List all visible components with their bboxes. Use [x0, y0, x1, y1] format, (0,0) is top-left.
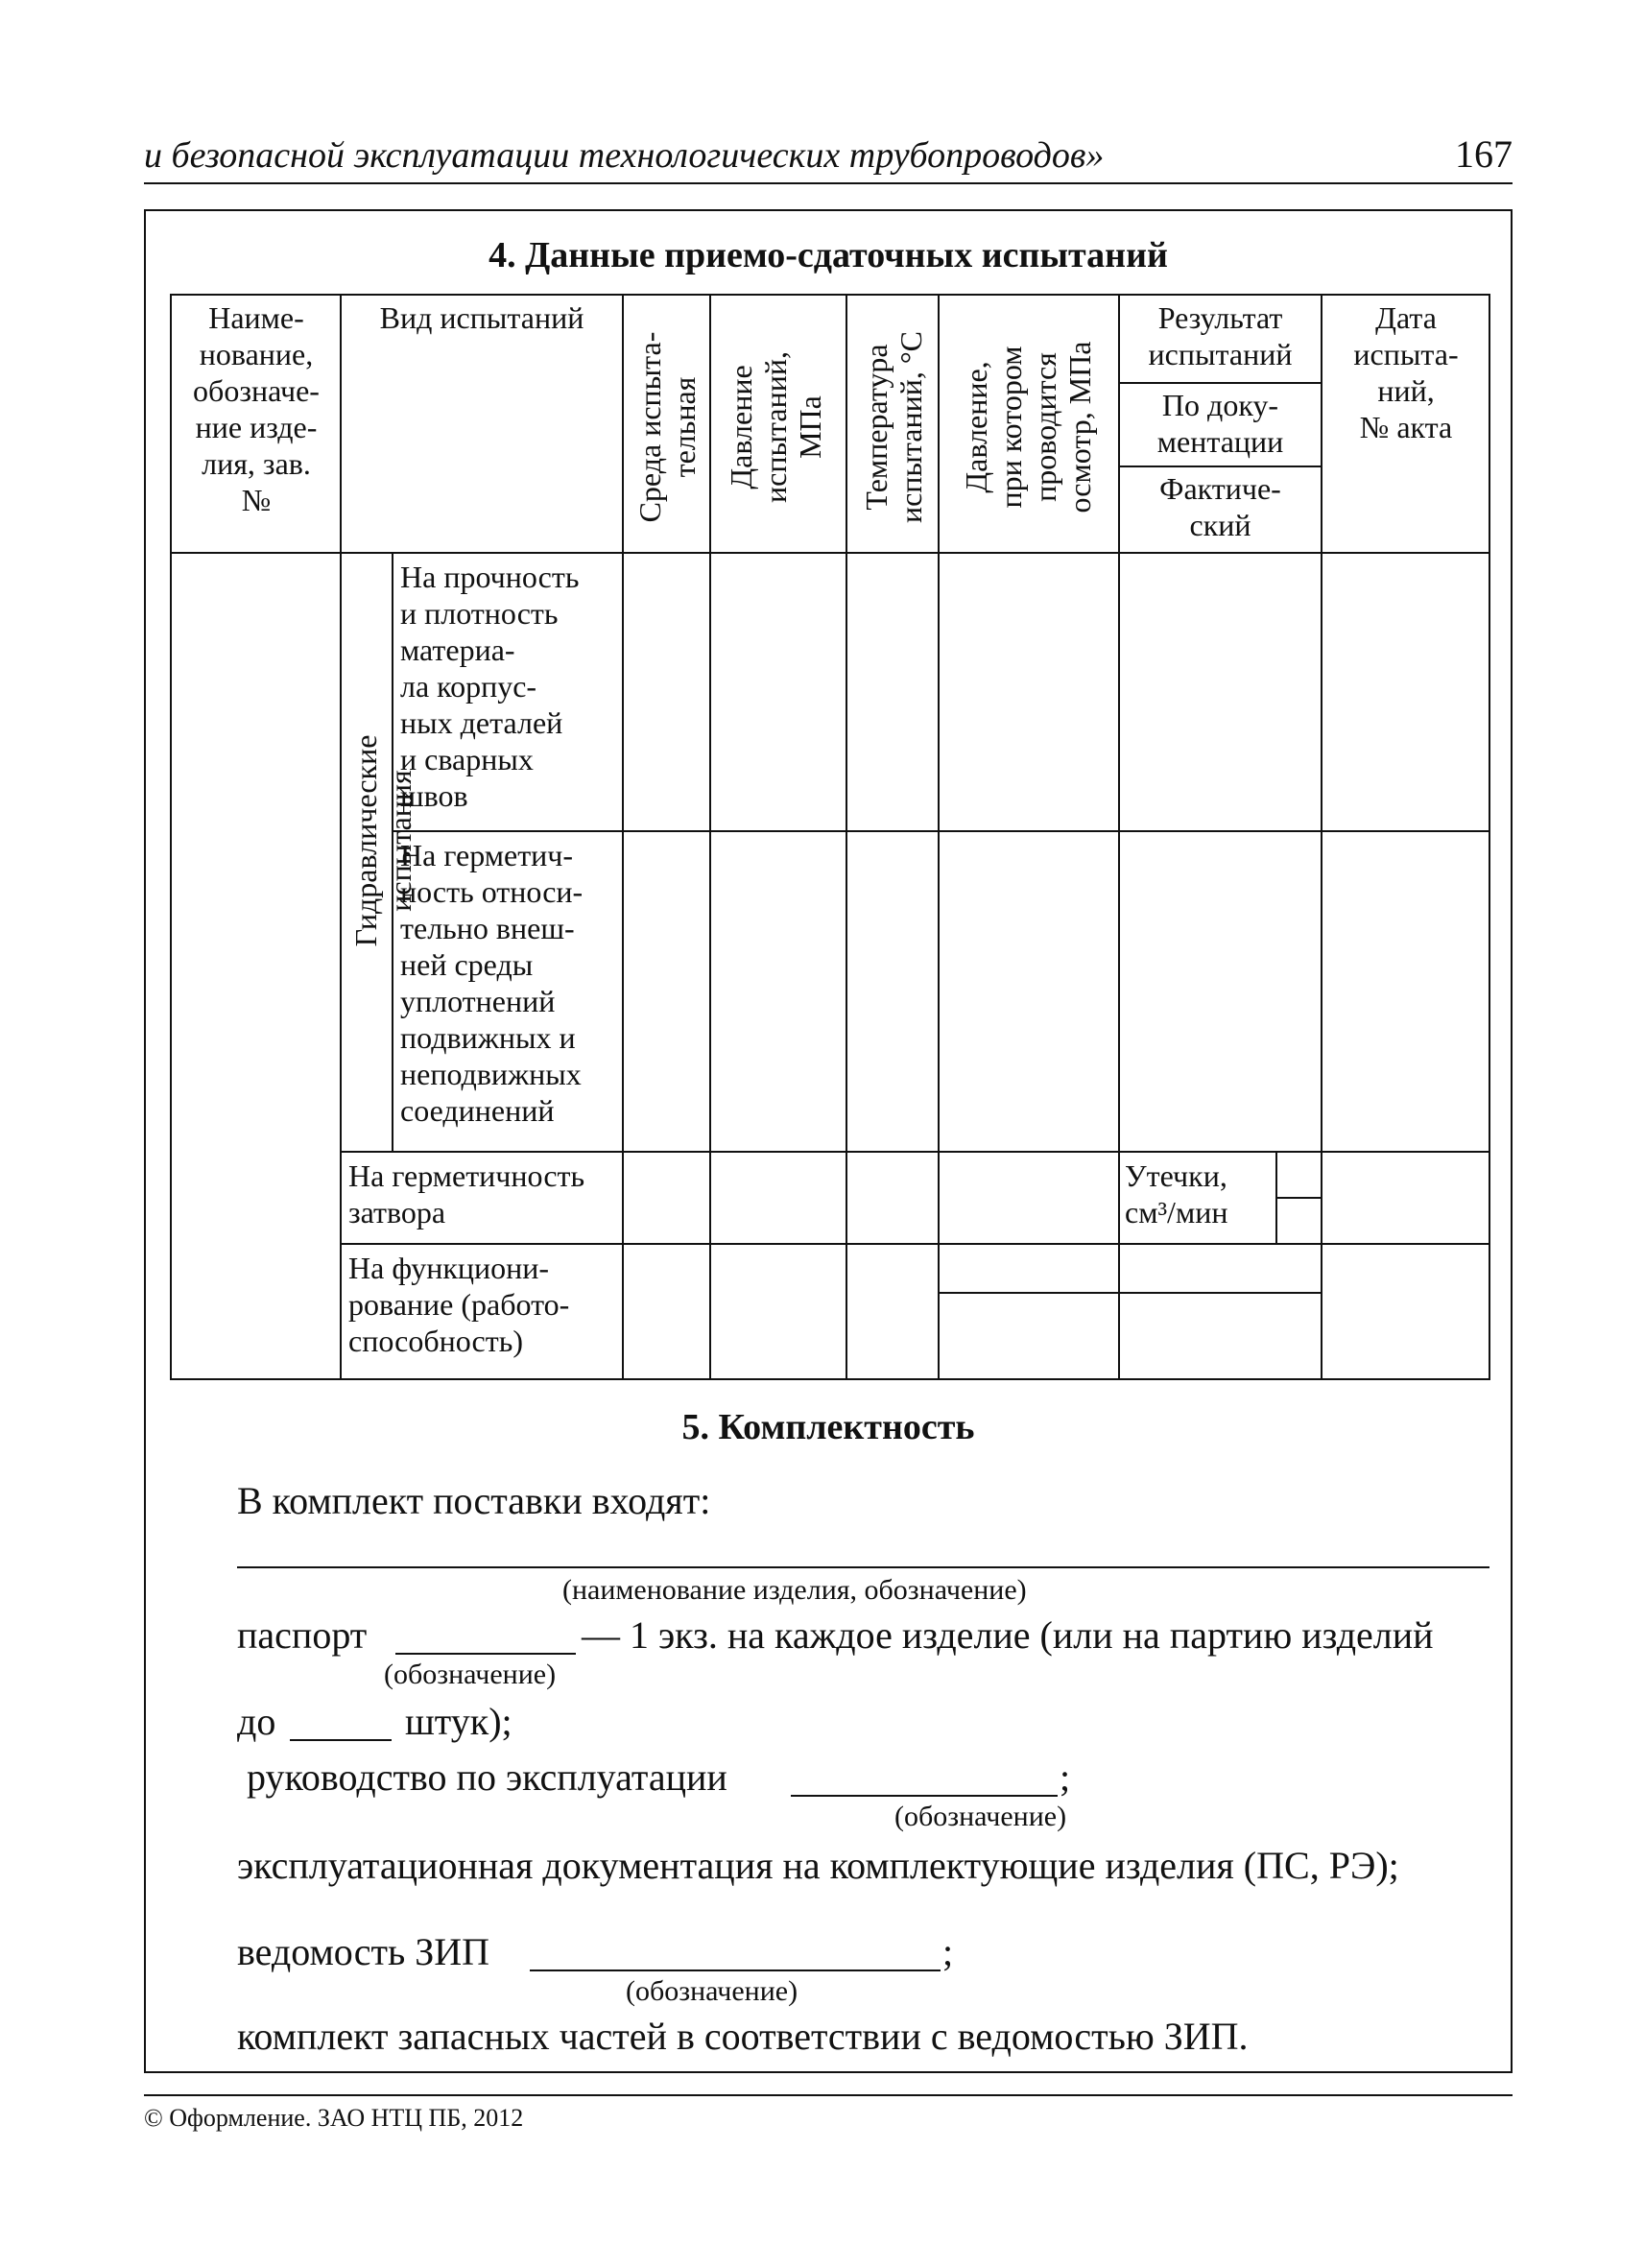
- product-blank-line: [237, 1566, 1489, 1568]
- section-4-title: 4. Данные приемо-сдаточных испытаний: [488, 235, 1168, 275]
- manual-label: руководство по эксплуатации: [247, 1755, 727, 1799]
- supply-intro: В комплект поставки входят:: [237, 1479, 711, 1522]
- caption-product: (наименование изделия, обозначение): [562, 1574, 1027, 1606]
- operational-docs-line: эксплуатационная документация на комплектующие изделия (ПС, РЭ);: [237, 1844, 1399, 1887]
- running-title: и безопасной эксплуатации технологических трубопроводов»: [144, 135, 1105, 176]
- page-number: 167: [1455, 132, 1513, 176]
- col-header-medium: Среда испыта- тельная: [632, 331, 702, 523]
- row-strength: На прочность и плотность материа- ла корпус- ных деталей и сварных швов: [400, 560, 580, 813]
- spare-list-blank-line: [530, 1970, 941, 1971]
- col-header-inspection-pressure: Давление, при котором проводится осмотр, МПа: [959, 341, 1097, 513]
- spare-list-semicolon: ;: [942, 1930, 954, 1973]
- caption-spare-designation: (обозначение): [626, 1975, 798, 2007]
- footer-divider: [144, 2094, 1513, 2096]
- footer-copyright: © Оформление. ЗАО НТЦ ПБ, 2012: [144, 2104, 524, 2132]
- row-functioning: На функциони- рование (работо- способность): [348, 1251, 570, 1358]
- leaks-label: Утечки, см³/мин: [1125, 1158, 1228, 1229]
- section-5-title: 5. Комплектность: [681, 1407, 975, 1447]
- spare-list-label: ведомость ЗИП: [237, 1930, 490, 1973]
- manual-semicolon: ;: [1060, 1755, 1071, 1799]
- pieces-blank-line: [290, 1739, 392, 1741]
- caption-manual-designation: (обозначение): [894, 1801, 1067, 1832]
- page-header: [144, 123, 1513, 184]
- caption-passport-designation: (обозначение): [384, 1659, 557, 1690]
- col-header-temperature: Температура испытаний, °С: [859, 330, 928, 524]
- col-header-date: Дата испыта- ний, № акта: [1353, 300, 1459, 444]
- up-to-label: до: [237, 1700, 276, 1743]
- passport-quantity-text: — 1 экз. на каждое изделие (или на партию изделий: [582, 1613, 1434, 1657]
- col-header-result: Результат испытаний: [1148, 300, 1293, 371]
- col-header-name: Наиме- нование, обозначе- ние изде- лия, зав. №: [193, 300, 320, 517]
- passport-blank-line: [395, 1653, 576, 1655]
- col-header-by-docs: По доку- ментации: [1156, 388, 1284, 459]
- col-header-test-type: Вид испытаний: [379, 300, 584, 335]
- pieces-label: штук);: [405, 1700, 512, 1743]
- spare-parts-line: комплект запасных частей в соответствии с ведомостью ЗИП.: [237, 2015, 1249, 2058]
- row-tightness-external: На герметич- ность относи- тельно внеш- ней среды уплотнений подвижных и неподвижных соединений: [400, 838, 584, 1128]
- form-frame: [144, 209, 1513, 2073]
- row-shutoff-tightness: На герметичность затвора: [348, 1158, 585, 1229]
- manual-blank-line: [791, 1795, 1058, 1797]
- col-header-actual: Фактиче- ский: [1159, 471, 1281, 542]
- group-label-hydraulic: Гидравлические испытания: [348, 734, 417, 947]
- passport-label: паспорт: [237, 1613, 368, 1657]
- col-header-pressure: Давление испытаний, МПа: [724, 351, 827, 503]
